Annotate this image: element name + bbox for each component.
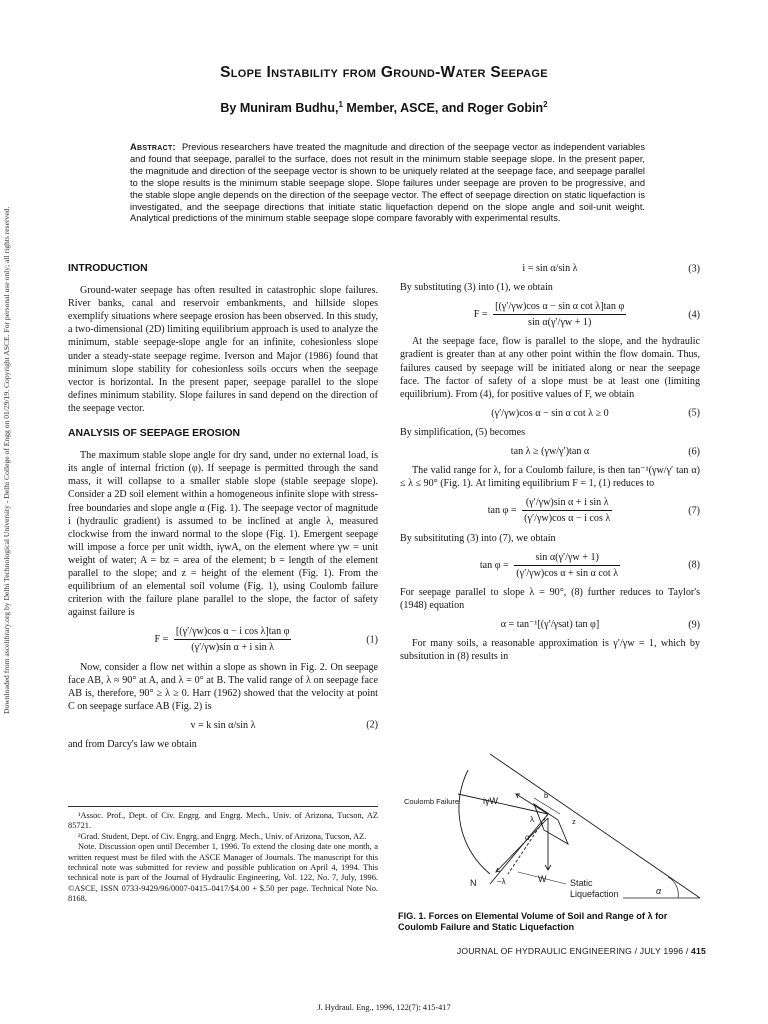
journal-footer-text: JOURNAL OF HYDRAULIC ENGINEERING / JULY 1996 / (456, 946, 692, 956)
label-z: z (572, 817, 576, 826)
left-column (68, 262, 378, 751)
equation-9-number: (9) (688, 618, 700, 630)
equation-8 (400, 551, 700, 580)
label-slope-alpha: α (656, 886, 662, 896)
equation-5-body: (γ′/γw)cos α − sin α cot λ ≥ 0 (491, 407, 609, 419)
equation-8-numerator: sin α(γ′/γw + 1) (514, 551, 620, 566)
equation-3-body: i = sin α/sin λ (522, 263, 578, 274)
right-column (400, 262, 700, 663)
paragraph-right-1: By substituting (3) into (1), we obtain (400, 282, 553, 294)
equation-9 (400, 618, 700, 631)
equation-7-numerator: (γ′/γw)sin α + i sin λ (522, 496, 612, 511)
slope-surface-line (490, 754, 700, 898)
normal-force-arrow (496, 818, 548, 872)
soil-element (534, 804, 568, 844)
figure-1-diagram (398, 752, 708, 904)
author-2: Member, ASCE, and Roger Gobin (342, 101, 544, 116)
slope-angle-arc (668, 877, 678, 898)
label-liquefaction: Liquefaction (570, 889, 619, 899)
equation-9-body: α = tan⁻¹[(γ′/γsat) tan φ] (500, 618, 600, 630)
equation-2-body: v = k sin α/sin λ (190, 719, 256, 731)
equation-4-denominator: sin α(γ′/γw + 1) (528, 317, 592, 329)
paragraph-right-5: By subsitituting (3) into (7), we obtain (400, 532, 556, 544)
author-2-affil-mark: 2 (543, 100, 548, 109)
equation-7-number: (7) (688, 505, 700, 517)
paragraph-right-3: By simplification, (5) becomes (400, 426, 526, 438)
equation-3 (400, 262, 700, 275)
paragraph-analysis-1: The maximum stable slope angle for dry sand, under no external load, is its angle of internal friction (φ). If seepage is permitted through the sand mass, it will collapse to a smaller stable slope (stable seepage slope). Consider a 2D soil element within a homogeneous infinite slope with stress-free boundaries and slope angle α (Fig. 1). The seepage vector of magnitude i (hydraulic gradient) is assumed to be inclined at angle λ, measured clockwise from the inward normal to the slope (Fig. 1). Emergent seepage will impose a force per unit width, iγwA, on the element where γw = unit weight of water; A = bz = area of the element; b = length of the element parallel to the slope; and z = height of the element (Fig. 1). From the equilibrium of an elemental soil volume (Fig. 1), using Coulomb failure criterion with the failure plane parallel to the slope, the factor of safety against failure is (68, 450, 378, 619)
paragraph-analysis-2: Now, consider a flow net within a slope as shown in Fig. 2. On seepage face AB, λ ≈ 90° at A, and λ = 0° at B. The valid range of λ on seepage face AB is, therefore, 90° ≥ λ ≥ 0. Harr (1962) showed that the velocity at point C on seepage surface AB (Fig. 2) is (68, 661, 378, 712)
section-heading-analysis: ANALYSIS OF SEEPAGE EROSION (68, 428, 241, 440)
range-arc (459, 770, 490, 874)
equation-1 (68, 625, 378, 654)
equation-2-number: (2) (366, 719, 378, 731)
download-notice: Downloaded from ascelibrary.org by Delhi Technological University - Delhi College of Engg on 01/29/19. Copyright ASCE. For personal use only; all rights reserved. (2, 206, 11, 714)
author-1-affil-mark: 1 (338, 100, 343, 109)
footnote-1: ¹Assoc. Prof., Dept. of Civ. Engrg. and Engrg. Mech., Univ. of Arizona, Tucson, AZ 85721. (68, 811, 378, 831)
equation-5 (400, 407, 700, 420)
equation-4 (400, 300, 700, 329)
abstract-label: Abstract: (130, 142, 176, 152)
paragraph-right-2: At the seepage face, flow is parallel to the slope, and the hydraulic gradient is greater than at any other point within the flow domain. Thus, failures caused by seepage will be initiated along or near the seepage face. The factor of safety of a slope must be at least one (limiting equilibrium). From (4), for positive values of F, we obtain (400, 336, 700, 400)
equation-6-body: tan λ ≥ (γw/γ′)tan α (510, 446, 590, 458)
section-heading-introduction: INTRODUCTION (68, 263, 148, 274)
label-coulomb-failure: Coulomb Failure (404, 797, 460, 806)
author-1: By Muniram Budhu, (220, 101, 339, 116)
equation-2 (68, 719, 378, 732)
author-line (0, 100, 768, 115)
footnote-2: ²Grad. Student, Dept. of Civ. Engrg. and Engrg. Mech., Univ. of Arizona, Tucson, AZ. (78, 831, 367, 841)
footnotes (68, 806, 378, 905)
label-lambda: λ (530, 815, 534, 824)
paragraph-intro: Ground-water seepage has often resulted in catastrophic slope failures. River banks, canal and reservoir embankments, and hillside slopes exemplify situations where seepage erosion has been observed. In this study, a two-dimensional (2D) limiting equilibrium approach is used to analyze the minimum, stable seepage-slope angle for an infinite, cohesionless slope under a steady-state seepage regime. Iverson and Major (1986) found that minimum slope stability for cohesionless soils occurs when the seepage vector is horizontal. In the present paper, seepage parallel to the slope defines minimum stability. Slope failures in sand depend on the direction of the seepage vector. (68, 285, 378, 414)
normal-line (508, 814, 548, 874)
label-N: N (470, 878, 477, 888)
equation-6-number: (6) (688, 446, 700, 458)
equation-1-lhs: F = (154, 634, 169, 646)
label-static: Static (570, 878, 593, 888)
label-alpha: α (525, 833, 530, 842)
label-seepage-force: iγW (483, 796, 498, 806)
equation-1-numerator: [(γ′/γw)cos α − i cos λ]tan φ (174, 625, 292, 640)
citation-line: J. Hydraul. Eng., 1996, 122(7): 415-417 (317, 1003, 451, 1012)
equation-4-number: (4) (688, 309, 700, 321)
label-W: W (538, 874, 547, 884)
paragraph-right-6: For seepage parallel to slope λ = 90°, (8) further reduces to Taylor's (1948) equation (400, 586, 700, 611)
page-number: 415 (691, 946, 706, 956)
abstract (130, 142, 645, 225)
equation-4-lhs: F = (473, 309, 488, 321)
label-negative-lambda: −λ (497, 877, 506, 886)
equation-1-denominator: (γ′/γw)sin α + i sin λ (191, 642, 275, 654)
equation-7 (400, 496, 700, 525)
equation-5-number: (5) (688, 407, 700, 419)
footnote-note: Note. Discussion open until December 1, 1996. To extend the closing date one month, a written request must be filed with the ASCE Manager of Journals. The manuscript for this technical note was submitted for review and possible publication on April 4, 1994. This technical note is part of the Journal of Hydraulic Engineering, Vol. 122, No. 7, July, 1996. ©ASCE, ISSN 0733-9429/96/0007-0415–0417/$4.00 + $.50 per page. Technical Note No. 8168. (68, 842, 378, 904)
paper-title: Slope Instability from Ground-Water Seepage (220, 64, 548, 81)
label-b: b (544, 791, 549, 800)
equation-3-number: (3) (688, 263, 700, 274)
equation-4-numerator: [(γ′/γw)cos α − sin α cot λ]tan φ (493, 300, 626, 315)
abstract-text: Previous researchers have treated the magnitude and direction of the seepage vector as independent variables and found that seepage, parallel to the surface, does not result in the minimum stable seepage slope. In the present paper, the magnitude and direction of the seepage vector is shown to be uniquely related at the seepage face, and seepage parallel to the slope results is the minimum stable seepage slope. Slope failures under seepage are proven to be progressive, and the stable slope angle depends on the direction of the seepage vector. The effect of seepage direction on static liquefaction is investigated, and the seepage directions that initiate static liquefaction depend on the slope angle and soil-unit weight. Analytical predictions of the minimum stable seepage slope compare favorably with experimental results. (130, 142, 645, 224)
equation-8-denominator: (γ′/γw)cos α + sin α cot λ (516, 567, 619, 579)
paragraph-right-4: The valid range for λ, for a Coulomb failure, is then tan⁻¹(γw/γ′ tan α) ≤ λ ≤ 90° (Fig. 1). At limiting equilibrium F = 1, (1) reduces to (400, 465, 700, 490)
equation-6 (400, 445, 700, 458)
equation-8-lhs: tan φ = (479, 559, 509, 571)
equation-1-number: (1) (366, 634, 378, 646)
paragraph-analysis-3: and from Darcy's law we obtain (68, 739, 197, 750)
equation-7-denominator: (γ′/γw)cos α − i cos λ (524, 513, 611, 525)
equation-7-lhs: tan φ = (487, 505, 517, 517)
journal-footer (398, 946, 706, 956)
figure-1-caption: FIG. 1. Forces on Elemental Volume of Soil and Range of λ for Coulomb Failure and Static Liquefaction (398, 911, 668, 932)
equation-8-number: (8) (688, 559, 700, 571)
paragraph-right-7: For many soils, a reasonable approximation is γ′/γw = 1, which by subsitution in (8) results in (400, 638, 700, 663)
